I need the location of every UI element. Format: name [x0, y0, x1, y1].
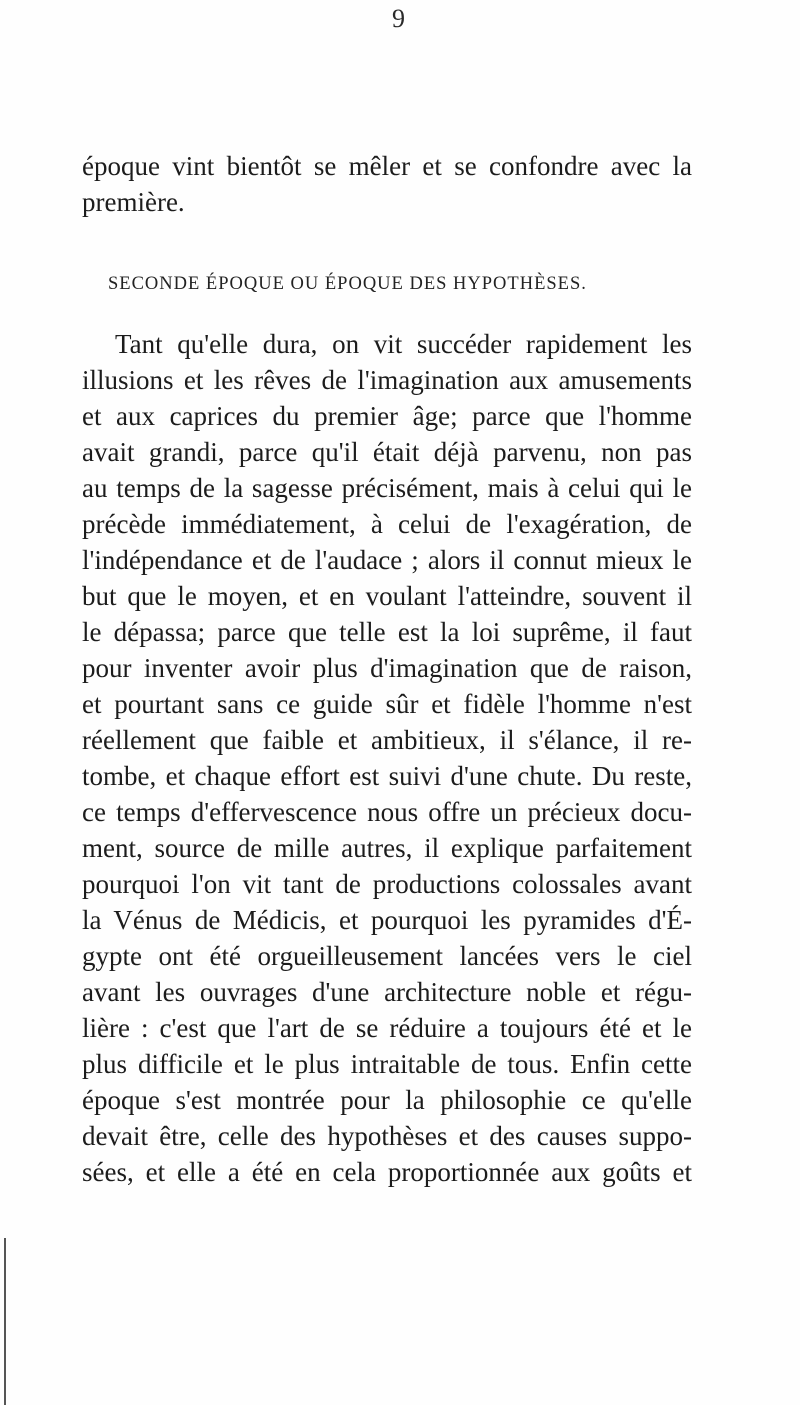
opening-text [82, 148, 692, 220]
text-line: réellement que faible et ambitieux, il s'élance, il re- [82, 725, 692, 755]
text-line: illusions et les rêves de l'imagination aux amusements [82, 365, 692, 395]
text-line: devait être, celle des hypothèses et des causes suppo- [82, 1121, 692, 1151]
text-line: époque vint bientôt se mêler et se confondre avec la [82, 151, 692, 181]
text-line: la Vénus de Médicis, et pourquoi les pyramides d'É- [82, 905, 692, 935]
text-line: précède immédiatement, à celui de l'exagération, de [82, 509, 692, 539]
page-number: 9 [392, 4, 405, 33]
text-line: plus difficile et le plus intraitable de tous. Enfin cette [82, 1049, 692, 1079]
text-line: Tant qu'elle dura, on vit succéder rapidement les [115, 329, 692, 359]
text-line: gypte ont été orgueilleusement lancées vers le ciel [82, 941, 692, 971]
text-line: sées, et elle a été en cela proportionnée aux goûts et [82, 1157, 692, 1187]
text-line: tombe, et chaque effort est suivi d'une chute. Du reste, [82, 761, 692, 791]
text-line: première. [82, 187, 185, 217]
text-line: et pourtant sans ce guide sûr et fidèle l'homme n'est [82, 689, 692, 719]
binding-edge-line [4, 1238, 6, 1405]
text-line: but que le moyen, et en voulant l'atteindre, souvent il [82, 581, 692, 611]
text-line: ment, source de mille autres, il explique parfaitement [82, 833, 692, 863]
text-line: le dépassa; parce que telle est la loi suprême, il faut [82, 617, 692, 647]
text-line: époque s'est montrée pour la philosophie ce qu'elle [82, 1085, 692, 1115]
section-heading: SECONDE ÉPOQUE OU ÉPOQUE DES HYPOTHÈSES. [108, 274, 587, 294]
text-line: l'indépendance et de l'audace ; alors il connut mieux le [82, 545, 692, 575]
text-line: lière : c'est que l'art de se réduire a toujours été et le [82, 1013, 692, 1043]
text-line: pourquoi l'on vit tant de productions colossales avant [82, 869, 692, 899]
text-line: avait grandi, parce qu'il était déjà parvenu, non pas [82, 437, 692, 467]
text-line: pour inventer avoir plus d'imagination que de raison, [82, 653, 692, 683]
text-line: au temps de la sagesse précisément, mais à celui qui le [82, 473, 692, 503]
text-line: avant les ouvrages d'une architecture noble et régu- [82, 977, 692, 1007]
text-line: et aux caprices du premier âge; parce que l'homme [82, 401, 692, 431]
body-paragraph [82, 326, 692, 1190]
text-line: ce temps d'effervescence nous offre un précieux docu- [82, 797, 692, 827]
